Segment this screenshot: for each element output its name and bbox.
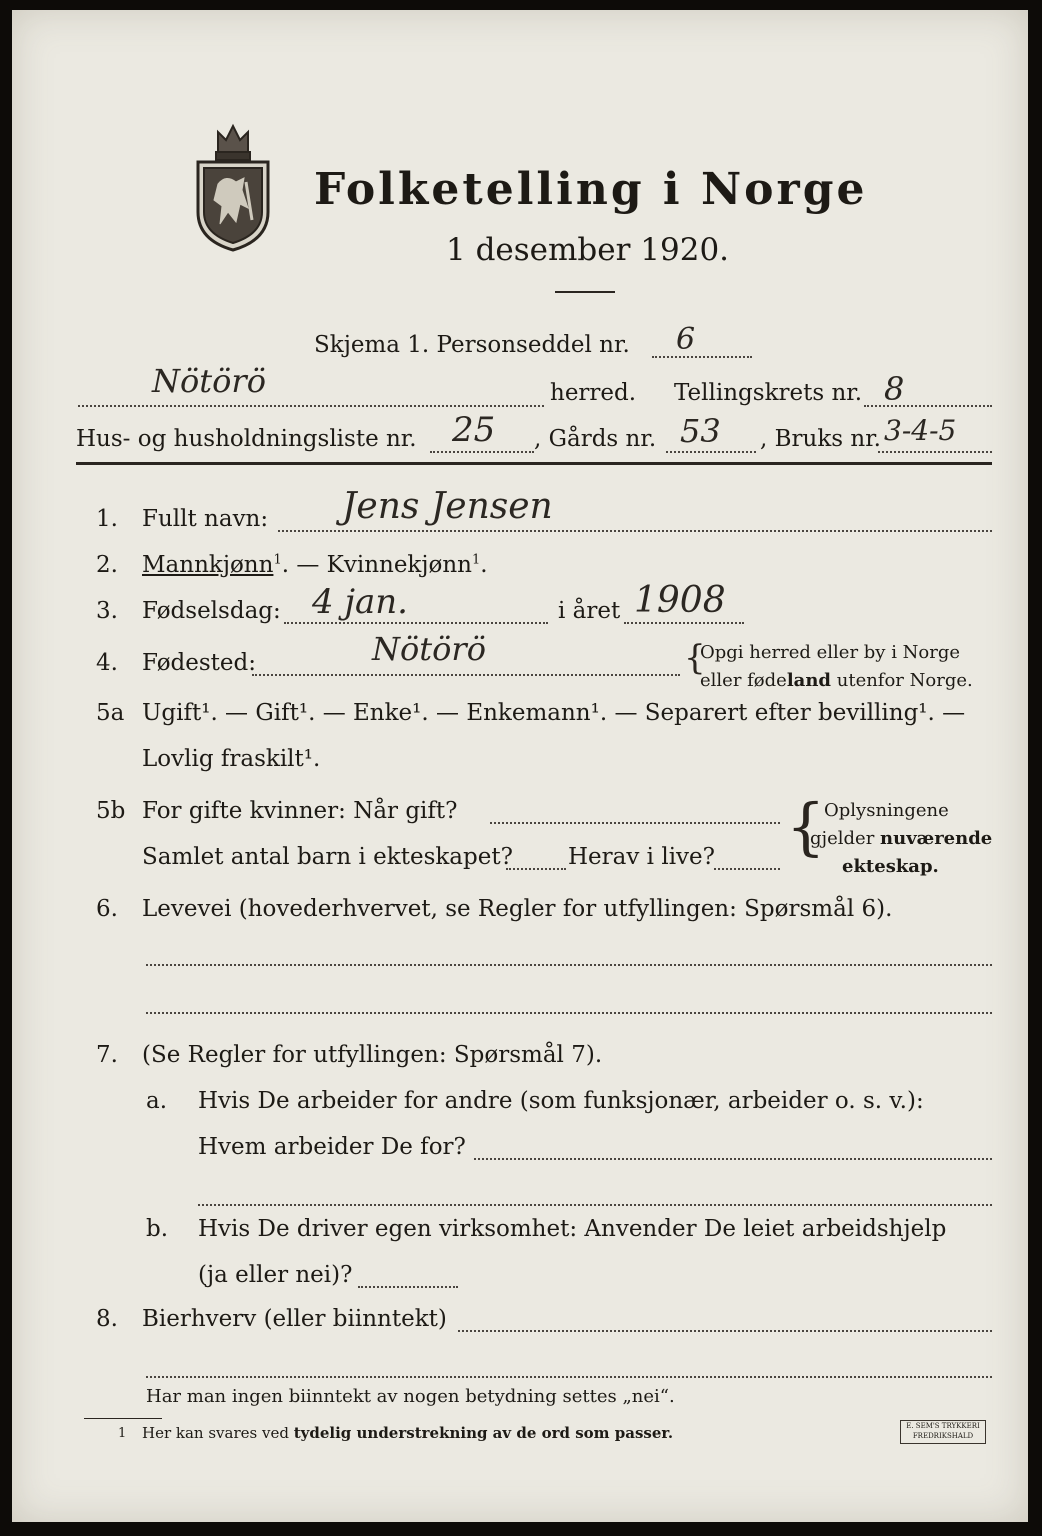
q4-brace: {	[684, 638, 706, 678]
q8-label: Bierhverv (eller biinntekt)	[142, 1306, 447, 1332]
q7b-letter: b.	[146, 1216, 169, 1242]
q3-field-line	[284, 622, 548, 624]
tellingskrets-value[interactable]: 8	[884, 370, 905, 408]
married-date-field-line[interactable]	[490, 822, 780, 824]
children-field-line[interactable]	[506, 868, 566, 870]
q8-field-line[interactable]	[458, 1330, 992, 1332]
q3-label: Fødselsdag:	[142, 598, 281, 624]
birthday-value[interactable]: 4 jan.	[312, 582, 408, 622]
q6-number: 6.	[96, 896, 118, 922]
mannkjonn-option[interactable]: Mannkjønn	[142, 552, 274, 578]
q5b-note-line1: Oplysningene	[824, 800, 949, 821]
printer-stamp: E. SEM'S TRYKKERI FREDRIKSHALD	[900, 1420, 986, 1444]
q4-note-line2: eller fødeland utenfor Norge.	[700, 670, 973, 691]
skjema-label: Skjema 1. Personseddel nr.	[314, 332, 630, 358]
q5b-married-label: For gifte kvinner: Når gift?	[142, 798, 458, 824]
q2-number: 2.	[96, 552, 118, 578]
q7-label: (Se Regler for utfyllingen: Spørsmål 7).	[142, 1042, 603, 1068]
gards-label: , Gårds nr.	[534, 426, 657, 452]
footnote-ref: 1	[471, 552, 481, 568]
q4-field-line	[252, 674, 680, 676]
q4-label: Fødested:	[142, 650, 257, 676]
q2-options	[142, 552, 488, 578]
q7-number: 7.	[96, 1042, 118, 1068]
q2-dash: —	[296, 552, 320, 578]
form-date: 1 desember 1920.	[446, 232, 730, 268]
q4-note-line1: Opgi herred eller by i Norge	[700, 642, 961, 663]
q5b-brace: {	[786, 790, 826, 863]
gards-value[interactable]: 53	[680, 412, 721, 450]
q5a-number: 5a	[96, 700, 125, 726]
q1-label: Fullt navn:	[142, 506, 269, 532]
full-name-value[interactable]: Jens Jensen	[342, 486, 553, 527]
q7b-line2: (ja eller nei)?	[198, 1262, 353, 1288]
norway-coat-of-arms-icon	[188, 112, 278, 254]
personseddel-value[interactable]: 6	[676, 322, 696, 357]
q7a-line1: Hvis De arbeider for andre (som funksjonær, arbeider o. s. v.):	[198, 1088, 924, 1114]
employer-field-line[interactable]	[474, 1158, 992, 1160]
footnote-divider	[84, 1418, 162, 1419]
q3-number: 3.	[96, 598, 118, 624]
q2-end: .	[480, 552, 488, 578]
bruks-value[interactable]: 3-4-5	[884, 414, 957, 447]
form-title: Folketelling i Norge	[314, 164, 868, 215]
employer-field-line-2[interactable]	[198, 1204, 992, 1206]
herred-label: herred.	[550, 380, 637, 406]
q5b-note-line3: ekteskap.	[842, 856, 939, 877]
year-field-line	[624, 622, 744, 624]
kvinnekjonn-option[interactable]: Kvinnekjønn	[326, 552, 472, 578]
footnote-mark: 1	[118, 1426, 127, 1441]
hired-help-field-line[interactable]	[358, 1286, 458, 1288]
year-label: i året	[558, 598, 621, 624]
q7b-line1: Hvis De driver egen virksomhet: Anvender De leiet arbeidshjelp	[198, 1216, 947, 1242]
footnote-text: Her kan svares ved tydelig understrekning av de ord som passer.	[142, 1424, 674, 1442]
q7a-letter: a.	[146, 1088, 168, 1114]
q1-number: 1.	[96, 506, 118, 532]
q7a-line2: Hvem arbeider De for?	[198, 1134, 466, 1160]
q6-label: Levevei (hovederhvervet, se Regler for utfyllingen: Spørsmål 6).	[142, 896, 893, 922]
marital-status-options[interactable]: Ugift¹. — Gift¹. — Enke¹. — Enkemann¹. — Separert efter bevilling¹. —	[142, 700, 966, 726]
husliste-field-line	[430, 451, 534, 453]
biinntekt-note: Har man ingen biinntekt av nogen betydning settes „nei“.	[146, 1386, 675, 1407]
title-divider	[555, 291, 615, 293]
tellingskrets-label: Tellingskrets nr.	[674, 380, 863, 406]
gards-field-line	[666, 451, 756, 453]
personseddel-field-line	[652, 356, 752, 358]
birthplace-value[interactable]: Nötörö	[372, 630, 486, 668]
alive-field-line[interactable]	[714, 868, 780, 870]
q8-number: 8.	[96, 1306, 118, 1332]
herred-value[interactable]: Nötörö	[152, 362, 266, 400]
husliste-label: Hus- og husholdningsliste nr.	[76, 426, 417, 452]
q5b-children-label: Samlet antal barn i ekteskapet?	[142, 844, 513, 870]
q1-field-line	[278, 530, 992, 532]
q5b-note-line2: gjelder nuværende	[810, 828, 993, 849]
bruks-field-line	[878, 451, 992, 453]
q8-field-line-2[interactable]	[146, 1376, 992, 1378]
herred-field-line	[78, 405, 544, 407]
header-divider	[76, 462, 992, 465]
bruks-label: , Bruks nr.	[760, 426, 881, 452]
q5b-number: 5b	[96, 798, 126, 824]
marital-status-options-cont[interactable]: Lovlig fraskilt¹.	[142, 746, 321, 772]
q4-number: 4.	[96, 650, 118, 676]
q6-field-line-1[interactable]	[146, 964, 992, 966]
footnote-ref: 1	[273, 552, 282, 568]
husliste-value[interactable]: 25	[452, 410, 496, 450]
census-form-page	[12, 10, 1028, 1522]
q6-field-line-2[interactable]	[146, 1012, 992, 1014]
birth-year-value[interactable]: 1908	[634, 580, 726, 621]
q2-separator: .	[281, 552, 290, 578]
q5b-alive-label: Herav i live?	[568, 844, 715, 870]
